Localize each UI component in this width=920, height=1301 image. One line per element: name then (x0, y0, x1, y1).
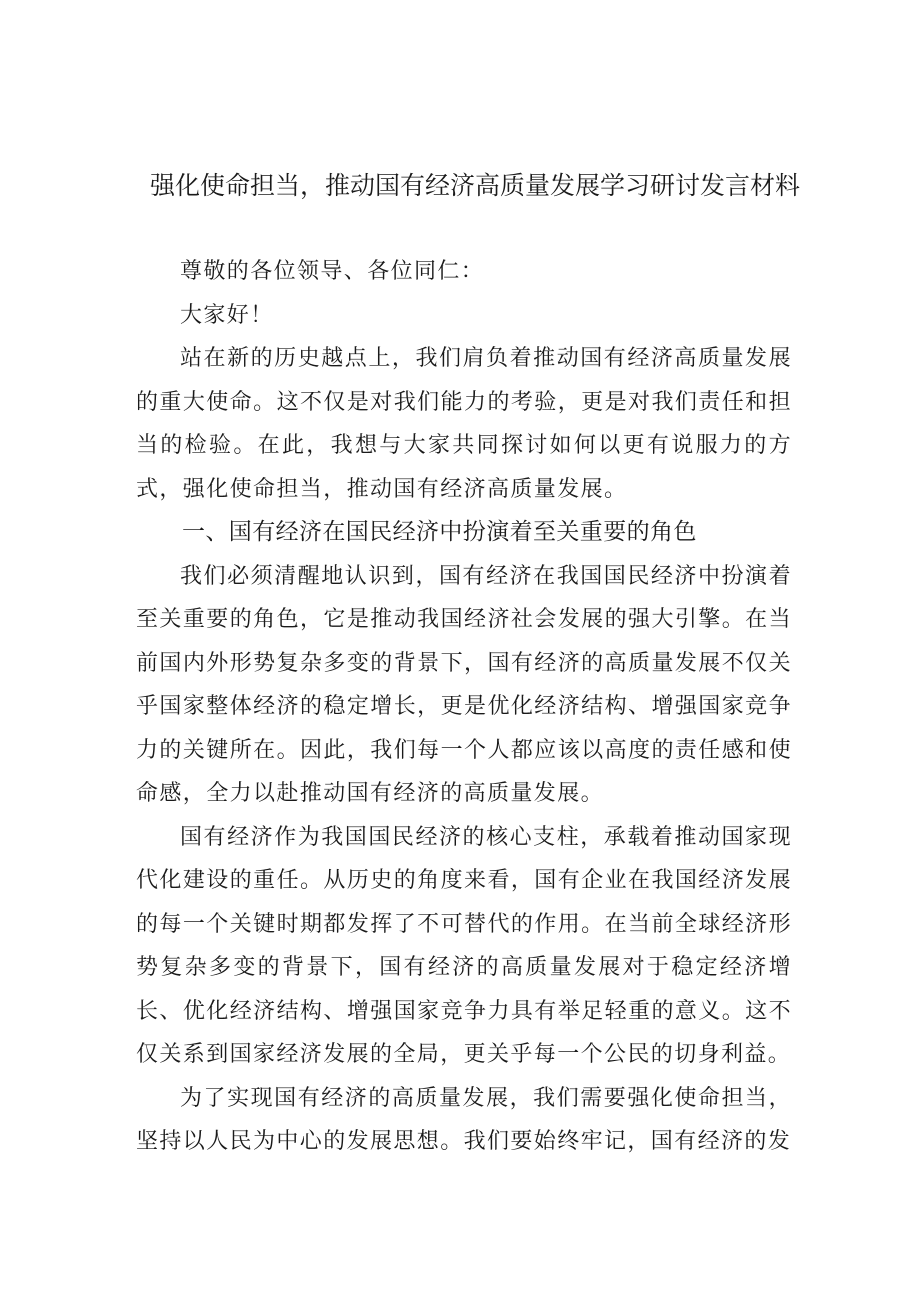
body-paragraph-2: 国有经济作为我国国民经济的核心支柱，承载着推动国家现代化建设的重任。从历史的角度来看，国有企业在我国经济发展的每一个关键时期都发挥了不可替代的作用。在当前全球经济形势复杂多变的背景下，国有经济的高质量发展对于稳定经济增长、优化经济结构、增强国家竞争力具有举足轻重的意义。这不仅关系到国家经济发展的全局，更关乎每一个公民的切身利益。 (136, 824, 792, 1067)
body-paragraph-1: 我们必须清醒地认识到，国有经济在我国国民经济中扮演着至关重要的角色，它是推动我国经济社会发展的强大引擎。在当前国内外形势复杂多变的背景下，国有经济的高质量发展不仅关乎国家整体经济的稳定增长，更是优化经济结构、增强国家竞争力的关键所在。因此，我们每一个人都应该以高度的责任感和使命感，全力以赴推动国有经济的高质量发展。 (136, 563, 792, 806)
intro-paragraph: 站在新的历史越点上，我们肩负着推动国有经济高质量发展的重大使命。这不仅是对我们能力的考验，更是对我们责任和担当的检验。在此，我想与大家共同探讨如何以更有说服力的方式，强化使命担当，推动国有经济高质量发展。 (136, 346, 792, 502)
salutation: 尊敬的各位领导、各位同仁： (180, 259, 485, 284)
document-title: 强化使命担当，推动国有经济高质量发展学习研讨发言材料 (149, 171, 800, 200)
greeting: 大家好！ (180, 302, 274, 328)
body-paragraph-3: 为了实现国有经济的高质量发展，我们需要强化使命担当，坚持以人民为中心的发展思想。我们要始终牢记，国有经济的发 (136, 1085, 792, 1154)
section-heading-1: 一、国有经济在国民经济中扮演着至关重要的角色 (182, 519, 697, 545)
document-body (136, 250, 792, 1164)
